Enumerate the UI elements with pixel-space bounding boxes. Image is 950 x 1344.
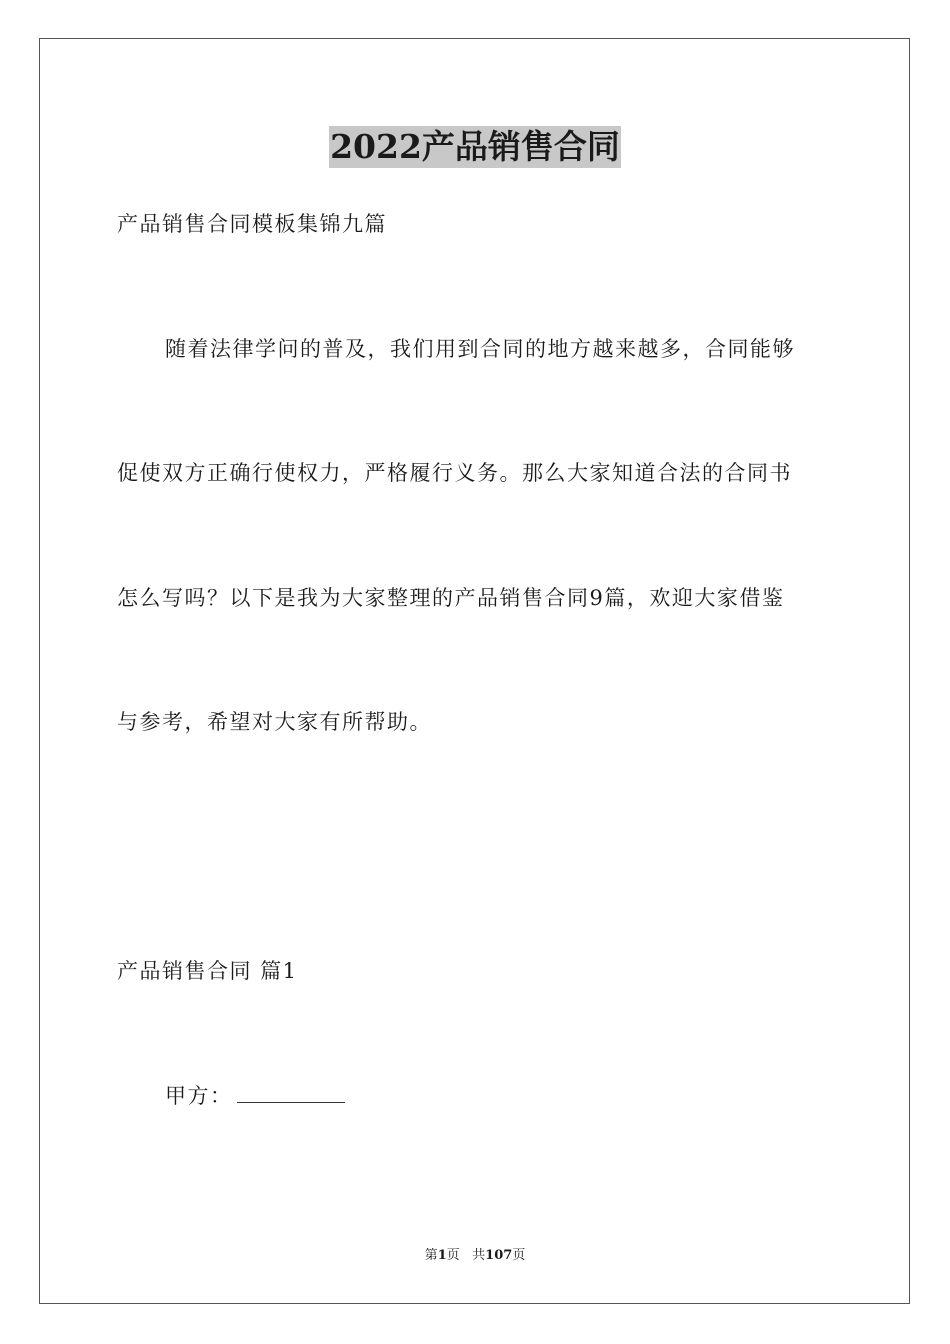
footer-total-prefix: 共 <box>472 1248 486 1263</box>
intro-line-1: 随着法律学问的普及，我们用到合同的地方越来越多，合同能够 <box>165 337 795 361</box>
section-heading: 产品销售合同 篇1 <box>117 959 298 983</box>
party-a-blank-field <box>237 1084 345 1103</box>
party-a-row <box>165 1082 345 1110</box>
intro-line-3: 怎么写吗？以下是我为大家整理的产品销售合同9篇，欢迎大家借鉴 <box>117 586 785 610</box>
page-footer <box>0 1247 950 1265</box>
title-container <box>0 126 950 168</box>
party-a-label: 甲方： <box>165 1084 233 1108</box>
footer-total-suffix: 页 <box>512 1248 526 1263</box>
intro-line-4: 与参考，希望对大家有所帮助。 <box>117 710 432 734</box>
footer-page-number: 1 <box>437 1248 447 1263</box>
document-title: 2022产品销售合同 <box>330 127 620 166</box>
footer-page-prefix: 第 <box>424 1248 438 1263</box>
document-subtitle: 产品销售合同模板集锦九篇 <box>117 212 387 236</box>
footer-total-pages: 107 <box>485 1248 513 1263</box>
footer-page-suffix: 页 <box>446 1248 460 1263</box>
intro-line-2: 促使双方正确行使权力，严格履行义务。那么大家知道合法的合同书 <box>117 461 792 485</box>
